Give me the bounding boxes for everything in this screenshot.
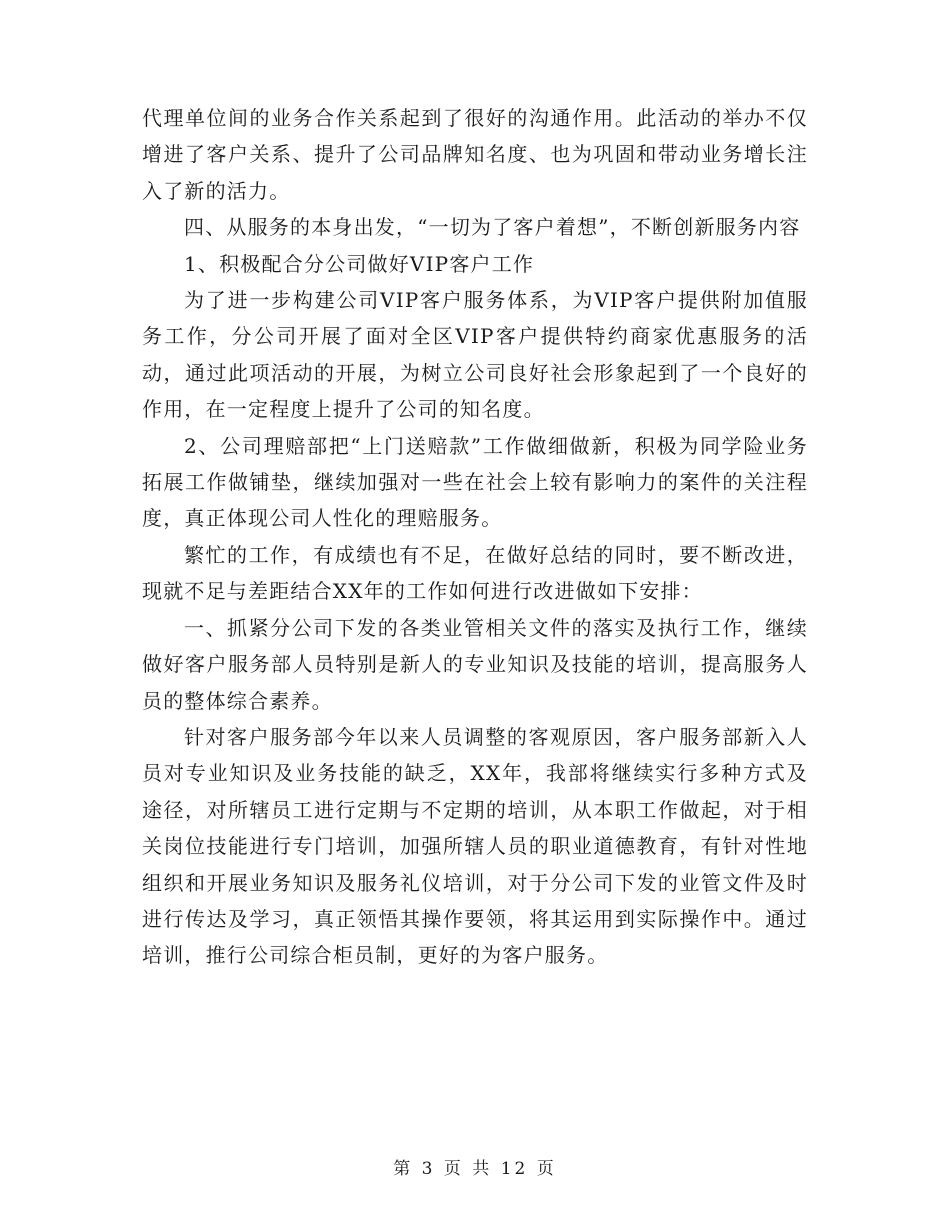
paragraph-5: 2、公司理赔部把“上门送赔款”工作做细做新，积极为同学险业务拓展工作做铺垫，继续加强对一些在社会上较有影响力的案件的关注程度，真正体现公司人性化的理赔服务。 [142,433,808,531]
paragraph-7: 一、抓紧分公司下发的各类业管相关文件的落实及执行工作，继续做好客户服务部人员特别是新人的专业知识及技能的培训，提高服务人员的整体综合素养。 [142,615,808,713]
paragraph-8: 针对客户服务部今年以来人员调整的客观原因，客户服务部新入人员对专业知识及业务技能的缺乏，XX年，我部将继续实行多种方式及途径，对所辖员工进行定期与不定期的培训，从本职工作做起，对于相关岗位技能进行专门培训，加强所辖人员的职业道德教育，有针对性地组织和开展业务知识及服务礼仪培训，对于分公司下发的业管文件及时进行传达及学习，真正领悟其操作要领，将其运用到实际操作中。通过培训，推行公司综合柜员制，更好的为客户服务。 [142,724,808,968]
paragraph-2: 四、从服务的本身出发，“一切为了客户着想”，不断创新服务内容 [184,215,801,240]
page-number-footer: 第 3 页 共 12 页 [393,1159,557,1179]
paragraph-4: 为了进一步构建公司VIP客户服务体系，为VIP客户提供附加值服务工作，分公司开展了面对全区VIP客户提供特约商家优惠服务的活动，通过此项活动的开展，为树立公司良好社会形象起到了一个良好的作用，在一定程度上提升了公司的知名度。 [142,288,808,422]
paragraph-3: 1、积极配合分公司做好VIP客户工作 [184,251,535,276]
paragraph-1: 代理单位间的业务合作关系起到了很好的沟通作用。此活动的举办不仅增进了客户关系、提升了公司品牌知名度、也为巩固和带动业务增长注入了新的活力。 [142,106,808,203]
paragraph-6: 繁忙的工作，有成绩也有不足，在做好总结的同时，要不断改进，现就不足与差距结合XX年的工作如何进行改进做如下安排： [142,542,808,604]
document-body [142,100,808,974]
